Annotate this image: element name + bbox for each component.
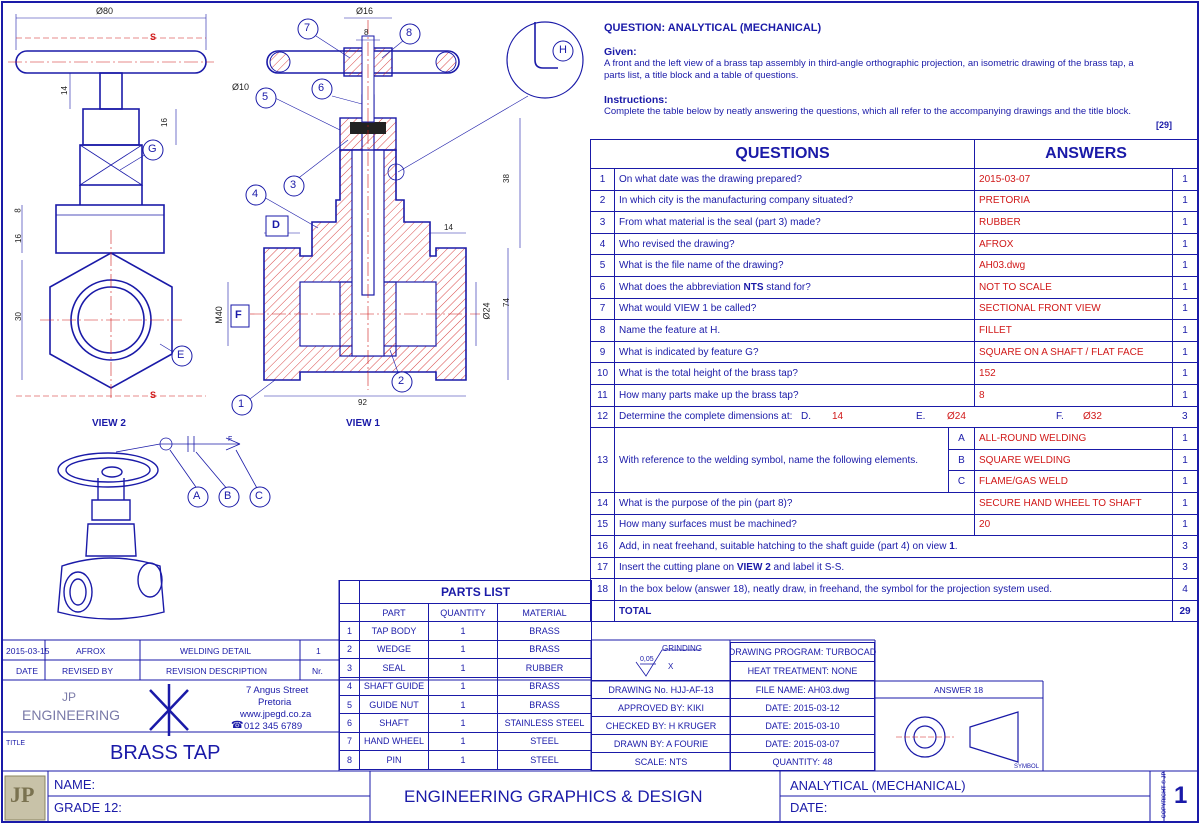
instructions-label: Instructions: xyxy=(604,94,668,106)
questions-header: QUESTIONS xyxy=(591,140,975,169)
dim-38: 38 xyxy=(501,174,511,183)
parts-row: 2 WEDGE 1 BRASS xyxy=(340,640,592,658)
parts-row: 4 SHAFT GUIDE 1 BRASS xyxy=(340,677,592,695)
table-row: 9 What is indicated by feature G? SQUARE ON A SHAFT / FLAT FACE 1 xyxy=(591,341,1198,363)
heat-treatment: HEAT TREATMENT: NONE xyxy=(730,661,875,681)
title-label: TITLE xyxy=(6,740,26,747)
table-row: 3 From what material is the seal (part 3) made? RUBBER 1 xyxy=(591,212,1198,234)
checked-by: CHECKED BY: H KRUGER xyxy=(591,716,731,735)
dim-30: 30 xyxy=(13,312,23,321)
feature-h: H xyxy=(559,44,567,56)
balloon-6: 6 xyxy=(318,82,325,94)
weld-a: A xyxy=(193,490,201,502)
phone-icon: ☎ xyxy=(231,720,244,731)
given-text-1: A front and the left view of a brass tap assembly in third-angle orthographic projection, an isometric drawing of the brass tap, a xyxy=(604,58,1134,69)
weld-b: B xyxy=(224,490,232,502)
file-name: FILE NAME: AH03.dwg xyxy=(730,680,875,699)
parts-row: 8 PIN 1 STEEL xyxy=(340,751,592,769)
balloon-8: 8 xyxy=(406,27,413,39)
given-text-2: parts list, a title block and a table of questions. xyxy=(604,70,799,81)
balloon-5: 5 xyxy=(262,91,269,103)
company-addr2: Pretoria xyxy=(258,697,292,708)
answer-18-label: ANSWER 18 xyxy=(934,685,984,695)
company-phone: 012 345 6789 xyxy=(244,721,303,732)
dim-d16: Ø16 xyxy=(356,6,374,16)
revision-by: AFROX xyxy=(76,646,106,656)
table-row: 12 Determine the complete dimensions at: D. 14 E. Ø24 F. Ø32 3 xyxy=(591,406,1198,428)
balloon-7: 7 xyxy=(304,22,311,34)
table-row: 13 With reference to the welding symbol, name the following elements. A ALL-ROUND WELDING 1 xyxy=(591,428,1198,450)
parts-row: 6 SHAFT 1 STAINLESS STEEL xyxy=(340,714,592,732)
date-label: DATE: xyxy=(790,800,828,815)
questions-table xyxy=(590,139,1198,622)
table-row: C FLAME/GAS WELD 1 xyxy=(591,471,1198,493)
page-number: 1 xyxy=(1174,782,1188,809)
weld-c: C xyxy=(255,490,263,502)
total-row: TOTAL 29 xyxy=(591,600,1198,622)
table-row: 11 How many parts make up the brass tap? 8 1 xyxy=(591,384,1198,406)
revision-h-nr: Nr. xyxy=(312,666,323,676)
roughness-value: 0,05 xyxy=(640,656,654,663)
roughness-x: X xyxy=(668,662,674,671)
table-row: 2 In which city is the manufacturing company situated? PRETORIA 1 xyxy=(591,190,1198,212)
drawn-date: DATE: 2015-03-07 xyxy=(730,734,875,753)
table-row: 10 What is the total height of the brass tap? 152 1 xyxy=(591,363,1198,385)
company-logo-1: JP xyxy=(62,690,77,704)
dim-16b: 16 xyxy=(13,234,23,243)
parts-row: 5 GUIDE NUT 1 BRASS xyxy=(340,695,592,713)
revision-h-by: REVISED BY xyxy=(62,666,114,676)
approved-date: DATE: 2015-03-12 xyxy=(730,698,875,717)
name-label: NAME: xyxy=(54,777,96,792)
table-row: 6 What does the abbreviation NTS stand for? NOT TO SCALE 1 xyxy=(591,276,1198,298)
quantity: QUANTITY: 48 xyxy=(730,752,875,771)
table-row: 5 What is the file name of the drawing? AH03.dwg 1 xyxy=(591,255,1198,277)
dim-m40: M40 xyxy=(213,306,224,324)
section-title: ANALYTICAL (MECHANICAL) xyxy=(790,778,966,793)
balloon-4: 4 xyxy=(252,188,259,200)
grinding-label: GRINDING xyxy=(662,644,702,653)
view-1-drawing xyxy=(250,20,480,390)
company-addr1: 7 Angus Street xyxy=(246,685,309,696)
table-row: 16 Add, in neat freehand, suitable hatching to the shaft guide (part 4) on view 1. 3 xyxy=(591,536,1198,558)
balloon-2: 2 xyxy=(398,375,405,387)
section-s-top: S xyxy=(150,32,157,42)
dim-92: 92 xyxy=(358,398,367,407)
company-web: www.jpegd.co.za xyxy=(240,709,312,720)
feature-g: G xyxy=(148,143,157,155)
feature-f: F xyxy=(235,309,242,321)
parts-row: 1 TAP BODY 1 BRASS xyxy=(340,622,592,640)
table-row: 4 Who revised the drawing? AFROX 1 xyxy=(591,233,1198,255)
dim-74: 74 xyxy=(501,298,511,307)
question-title: QUESTION: ANALYTICAL (MECHANICAL) xyxy=(604,22,822,34)
feature-e: E xyxy=(177,349,185,361)
table-row: 14 What is the purpose of the pin (part 8)? SECURE HAND WHEEL TO SHAFT 1 xyxy=(591,492,1198,514)
drawing-program: DRAWING PROGRAM: TURBOCAD xyxy=(730,642,875,662)
symbol-label: SYMBOL xyxy=(1014,764,1040,770)
balloon-1: 1 xyxy=(238,398,245,410)
answers-header: ANSWERS xyxy=(975,140,1198,169)
revision-h-date: DATE xyxy=(16,666,39,676)
dim-d80: Ø80 xyxy=(96,6,114,16)
dim-16: 16 xyxy=(159,118,169,127)
grade-label: GRADE 12: xyxy=(54,800,122,815)
parts-list: PARTS LIST PART QUANTITY MATERIAL 1 TAP BODY 1 BRASS 2 WEDGE 1 BRASS 3 SEAL 1 RUBBER 4 SHAFT GUIDE 1 BRASS 5 GUIDE NUT 1 BRASS 6 SHAFT 1 STAINLESS STEEL 7 HAND WHEEL 1 STEEL 8 PIN 1 STEEL xyxy=(339,580,592,770)
instructions-text: Complete the table below by neatly answering the questions, which all refer to the accompanying drawings and the title block. xyxy=(604,106,1132,117)
dim-8b: 8 xyxy=(13,208,23,213)
table-row: 17 Insert the cutting plane on VIEW 2 and label it S-S. 3 xyxy=(591,557,1198,579)
checked-date: DATE: 2015-03-10 xyxy=(730,716,875,735)
company-logo-2: ENGINEERING xyxy=(22,707,121,723)
dim-14a: 14 xyxy=(59,86,69,95)
revision-desc: WELDING DETAIL xyxy=(180,646,252,656)
table-row: B SQUARE WELDING 1 xyxy=(591,449,1198,471)
table-row: 1 On what date was the drawing prepared? 2015-03-07 1 xyxy=(591,169,1198,191)
copyright-label: COPYRIGHT © JP xyxy=(1161,771,1168,819)
table-row: 7 What would VIEW 1 be called? SECTIONAL FRONT VIEW 1 xyxy=(591,298,1198,320)
view-1-label: VIEW 1 xyxy=(346,418,380,429)
table-row: 18 In the box below (answer 18), neatly draw, in freehand, the symbol for the projection system used. 4 xyxy=(591,579,1198,601)
view-2-label: VIEW 2 xyxy=(92,418,126,429)
table-row: 15 How many surfaces must be machined? 20 1 xyxy=(591,514,1198,536)
marks-total: [29] xyxy=(1156,120,1173,130)
table-row: 8 Name the feature at H. FILLET 1 xyxy=(591,320,1198,342)
footer-logo: JP xyxy=(10,782,35,807)
isometric-drawing xyxy=(58,453,164,619)
feature-d: D xyxy=(272,219,280,231)
drawn-by: DRAWN BY: A FOURIE xyxy=(591,734,731,753)
parts-row: 3 SEAL 1 RUBBER xyxy=(340,659,592,677)
revision-date: 2015-03-15 xyxy=(6,646,50,656)
dim-8: 8 xyxy=(364,28,369,37)
parts-row: 7 HAND WHEEL 1 STEEL xyxy=(340,732,592,750)
dim-d24: Ø24 xyxy=(481,302,492,320)
approved-by: APPROVED BY: KIKI xyxy=(591,698,731,717)
balloon-3: 3 xyxy=(290,179,297,191)
section-s-bottom: S xyxy=(150,390,157,400)
drawing-number: DRAWING No. HJJ-AF-13 xyxy=(591,680,731,699)
dim-d10: Ø10 xyxy=(232,82,250,92)
weld-f: F xyxy=(228,436,233,443)
dim-14b: 14 xyxy=(444,223,453,232)
parts-list-title: PARTS LIST xyxy=(360,581,592,604)
revision-nr: 1 xyxy=(316,646,321,656)
revision-h-desc: REVISION DESCRIPTION xyxy=(166,666,268,676)
scale: SCALE: NTS xyxy=(591,752,731,771)
subject-title: ENGINEERING GRAPHICS & DESIGN xyxy=(404,787,703,806)
given-label: Given: xyxy=(604,46,637,58)
drawing-title: BRASS TAP xyxy=(110,742,221,764)
